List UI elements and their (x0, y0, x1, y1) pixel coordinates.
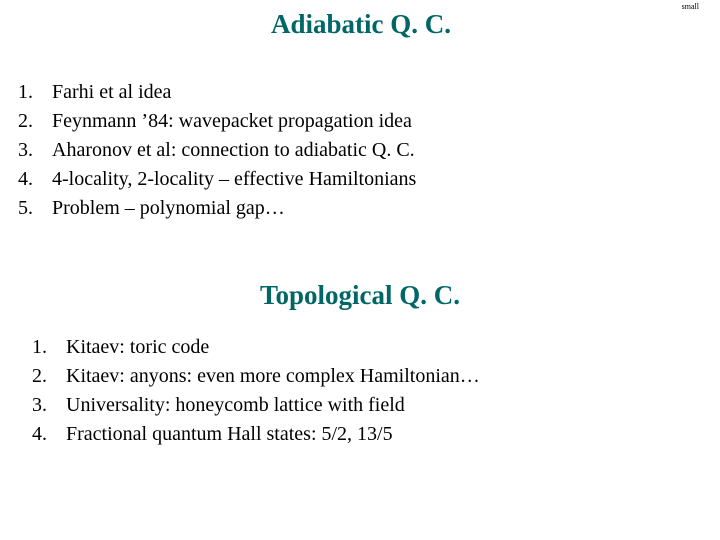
list-item-text: Feynmann ’84: wavepacket propagation idea (52, 110, 412, 132)
list-item (18, 136, 416, 165)
section-title-topological: Topological Q. C. (259, 280, 461, 310)
list-item (32, 391, 480, 420)
list-item-number: 4. (18, 168, 33, 190)
list-item (32, 362, 480, 391)
corner-note: small (681, 2, 699, 11)
list-item-text: Problem – polynomial gap… (52, 197, 285, 219)
list-item-number: 4. (32, 423, 47, 445)
list-item-number: 2. (18, 110, 33, 132)
list-item-number: 5. (18, 197, 33, 219)
adiabatic-list (18, 78, 416, 223)
list-item (18, 78, 416, 107)
list-item-text: Kitaev: toric code (66, 336, 210, 358)
list-item (18, 107, 416, 136)
list-item-text: Fractional quantum Hall states: 5/2, 13/5 (66, 423, 393, 445)
list-item (18, 194, 416, 223)
topological-list (32, 333, 480, 449)
list-item-text: Universality: honeycomb lattice with field (66, 394, 405, 416)
list-item (32, 333, 480, 362)
list-item-number: 1. (18, 81, 33, 103)
list-item-number: 2. (32, 365, 47, 387)
list-item-text: 4-locality, 2-locality – effective Hamiltonians (52, 168, 417, 190)
section-title-adiabatic: Adiabatic Q. C. (270, 9, 451, 39)
list-item-text: Kitaev: anyons: even more complex Hamiltonian… (66, 365, 480, 387)
list-item-text: Farhi et al idea (52, 81, 172, 103)
list-item-number: 1. (32, 336, 47, 358)
list-item-number: 3. (18, 139, 33, 161)
list-item-number: 3. (32, 394, 47, 416)
list-item (32, 420, 480, 449)
list-item (18, 165, 416, 194)
list-item-text: Aharonov et al: connection to adiabatic Q. C. (52, 139, 415, 161)
